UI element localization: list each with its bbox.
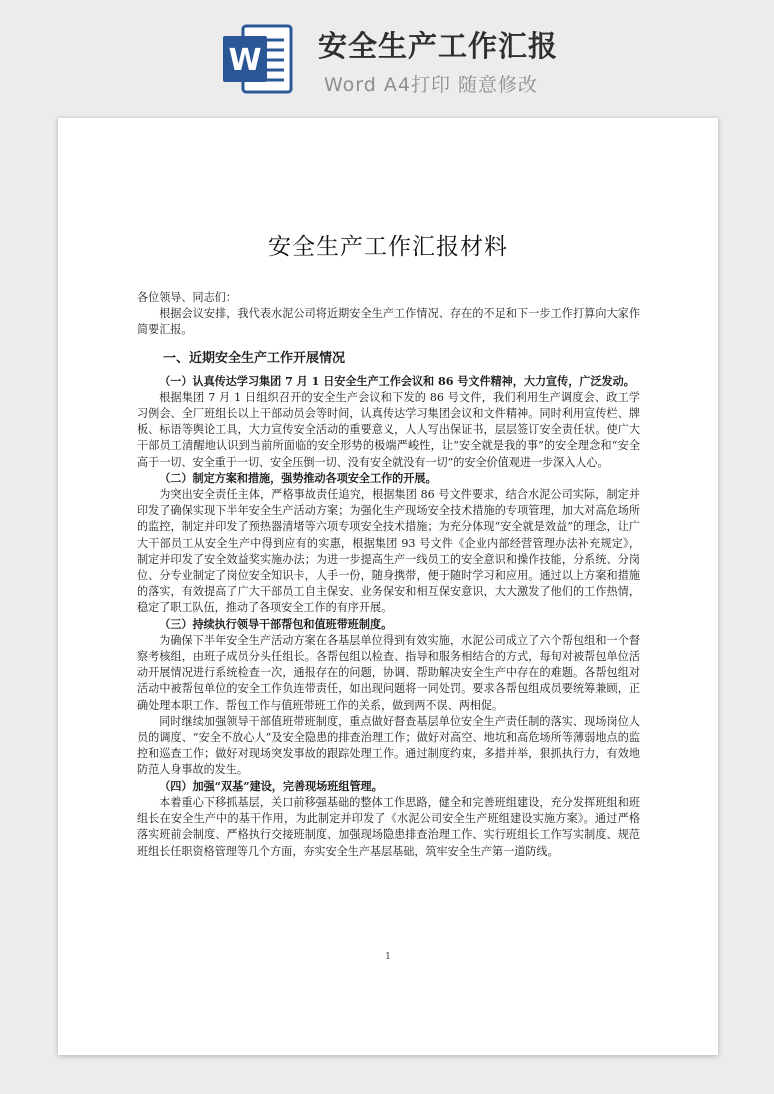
intro-paragraph: 根据会议安排，我代表水泥公司将近期安全生产工作情况、存在的不足和下一步工作打算向大家作简要汇报。 bbox=[137, 307, 640, 337]
subsection-paragraph-3a: 为确保下半年安全生产活动方案在各基层单位得到有效实施，水泥公司成立了六个帮包组和一个督察考核组，由班子成员分头任组长。各帮包组以检查、指导和服务相结合的方式，每旬对被帮包单位活动开展情况进行系统检查一次，通报存在的问题，协调、帮助解决安全生产中存在的难题。各帮包组对活动中被帮包单位的安全工作负连带责任，如出现问题将一同处罚。要求各帮包组成员要统筹兼顾，正确处理本职工作、帮包工作与值班带班工作的关系，做到两不误、两相促。 bbox=[137, 633, 640, 712]
subsection-heading-1: （一）认真传达学习集团 7 月 1 日安全生产工作会议和 86 号文件精神，大力宣传，广泛发动。 bbox=[159, 374, 635, 388]
salutation: 各位领导、同志们： bbox=[137, 291, 237, 304]
subsection-paragraph-4: 本着重心下移抓基层，关口前移强基础的整体工作思路，健全和完善班组建设，充分发挥班组和班组长在安全生产中的基干作用，为此制定并印发了《水泥公司安全生产班组建设实施方案》。通过严格落实班前会制度、严格执行交接班制度、加强现场隐患排查治理工作、实行班组长工作写实制度、规范班组长任职资格管理等几个方面，夯实安全生产基层基础，筑牢安全生产第一道防线。 bbox=[137, 795, 640, 858]
banner-title: 安全生产工作汇报 bbox=[318, 29, 559, 63]
subsection-paragraph-1: 根据集团 7 月 1 日组织召开的安全生产会议和下发的 86 号文件，我们利用生产调度会、政工学习例会、全厂班组长以上干部动员会等时间，认真传达学习集团会议和文件精神。同时利用宣传栏、牌板、标语等舆论工具，大力宣传安全活动的重要意义，人人写出保证书，层层签订安全责任状。使广大干部员工清醒地认识到当前所面临的安全形势的极端严峻性，让“安全就是我的事”的安全理念和“安全高于一切、安全重于一切、安全压倒一切、没有安全就没有一切”的安全价值观进一步深入人心。 bbox=[137, 390, 640, 469]
svg-text:W: W bbox=[228, 43, 262, 78]
word-document-icon bbox=[221, 22, 295, 96]
subsection-heading-2: （二）制定方案和措施，强势推动各项安全工作的开展。 bbox=[159, 471, 437, 485]
subsection-paragraph-3b: 同时继续加强领导干部值班带班制度，重点做好督查基层单位安全生产责任制的落实、现场岗位人员的调度、“安全不放心人”及安全隐患的排查治理工作；做好对高空、地坑和高危场所等薄弱地点的监控和巡查工作；做好对现场突发事故的跟踪处理工作。通过制度约束，多措并举，狠抓执行力，有效地防范人身事故的发生。 bbox=[137, 714, 640, 777]
subsection-paragraph-2: 为突出安全责任主体，严格事故责任追究，根据集团 86 号文件要求，结合水泥公司实际，制定并印发了确保实现下半年安全生产活动方案；为强化生产现场安全技术措施的专项管理，加大对高危场所的监控，制定并印发了预热器清堵等六项专项安全技术措施；为充分体现“安全就是效益”的理念，让广大干部员工从安全生产中得到应有的实惠，根据集团 93 号文件《企业内部经营管理办法补充规定》，制定并印发了安全效益奖实施办法；为进一步提高生产一线员工的安全意识和操作技能，分系统、分岗位、分专业制定了岗位安全知识卡，人手一份，随身携带，便于随时学习和应用。通过以上方案和措施的落实，有效提高了广大干部员工自主保安、业务保安和相互保安意识，大大激发了他们的工作热情，稳定了职工队伍，推动了各项安全工作的有序开展。 bbox=[137, 488, 640, 615]
header-banner bbox=[0, 0, 774, 118]
document-title: 安全生产工作汇报材料 bbox=[268, 234, 508, 260]
banner-subtitle: Word A4打印 随意修改 bbox=[324, 74, 539, 96]
subsection-heading-4: （四）加强“双基”建设，完善现场班组管理。 bbox=[159, 779, 383, 793]
section-heading-1: 一、近期安全生产工作开展情况 bbox=[163, 350, 346, 366]
document-body bbox=[137, 290, 640, 860]
page-number: 1 bbox=[385, 952, 391, 962]
document-page bbox=[58, 118, 718, 1055]
subsection-heading-3: （三）持续执行领导干部帮包和值班带班制度。 bbox=[159, 617, 393, 631]
